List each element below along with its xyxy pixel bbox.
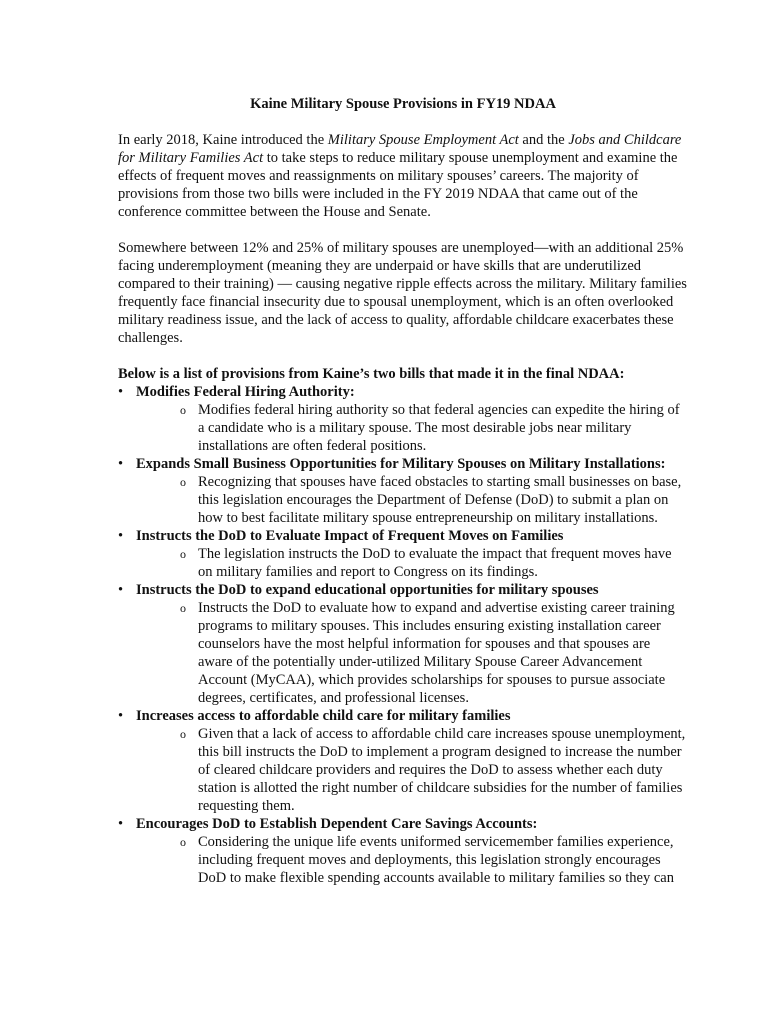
provision-item [118,527,688,581]
bill-name-2: Jobs and Childcare for Military Families Act [118,132,682,166]
provision-title: Instructs the DoD to Evaluate Impact of Frequent Moves on Families [136,528,564,544]
provision-detail [180,545,688,581]
unemployment-paragraph: Somewhere between 12% and 25% of military spouses are unemployed—with an additional 25% facing underemployment (meaning they are underpaid or have skills that are underutilized compared to their training) — causing negative ripple effects across the military. Military families frequently face financial insecurity due to spousal unemployment, which is an often overlooked military readiness issue, and the lack of access to quality, affordable childcare exacerbates these challenges. [118,240,687,346]
sub-bullet-marker: o [180,835,186,849]
provision-title: Instructs the DoD to expand educational opportunities for military spouses [136,582,599,598]
bullet-marker: • [118,456,124,472]
intro-text-2: and the [518,132,569,148]
provision-detail-list [136,401,688,455]
provision-item [118,815,688,887]
provision-title: Expands Small Business Opportunities for Military Spouses on Military Installations: [136,456,666,472]
bill-name-1: Military Spouse Employment Act [327,132,519,148]
provision-detail-text: Instructs the DoD to evaluate how to expand and advertise existing career training programs to military spouses. This includes ensuring existing installation career counselors have the most helpful information for spouses and that spouses are aware of the potentially under-utilized Military Spouse Career Advancement Account (MyCAA), which provides scholarships for spouses to pursue associate degrees, certificates, and professional licenses. [198,600,675,706]
provision-detail-list [136,473,688,527]
provision-detail-text: Given that a lack of access to affordable child care increases spouse unemployment, this bill instructs the DoD to implement a program designed to increase the number of cleared childcare providers and requires the DoD to assess whether each duty station is allotted the right number of childcare subsidies for the number of families requesting them. [198,726,686,814]
sub-bullet-marker: o [180,601,186,615]
sub-bullet-marker: o [180,547,186,561]
provision-detail [180,401,688,455]
provision-title: Increases access to affordable child care for military families [136,708,511,724]
bullet-marker: • [118,708,124,724]
sub-bullet-marker: o [180,475,186,489]
bullet-marker: • [118,528,124,544]
provision-detail-text: Recognizing that spouses have faced obstacles to starting small businesses on base, this legislation encourages the Department of Defense (DoD) to submit a plan on how to best facilitate military spouse entrepreneurship on military installations. [198,474,682,526]
provision-detail-list [136,725,688,815]
provision-detail-list [136,599,688,707]
provision-item [118,455,688,527]
provision-detail-list [136,545,688,581]
provision-item [118,707,688,815]
provision-detail [180,473,688,527]
provision-title: Encourages DoD to Establish Dependent Care Savings Accounts: [136,816,538,832]
intro-paragraph [118,131,688,221]
bullet-marker: • [118,816,124,832]
provision-detail-text: The legislation instructs the DoD to evaluate the impact that frequent moves have on military families and report to Congress on its findings. [198,546,672,580]
provision-detail-list [136,833,688,887]
document-title: Kaine Military Spouse Provisions in FY19 NDAA [250,96,556,112]
provision-detail [180,599,688,707]
sub-bullet-marker: o [180,727,186,741]
provision-detail-text: Modifies federal hiring authority so that federal agencies can expedite the hiring of a candidate who is a military spouse. The most desirable jobs near military installations are often federal positions. [198,402,680,454]
provision-detail [180,725,688,815]
provision-item [118,383,688,455]
provisions-heading: Below is a list of provisions from Kaine’s two bills that made it in the final NDAA: [118,366,625,382]
bullet-marker: • [118,582,124,598]
bullet-marker: • [118,384,124,400]
intro-text-1: In early 2018, Kaine introduced the [118,132,328,148]
provision-item [118,581,688,707]
provision-title: Modifies Federal Hiring Authority: [136,384,355,400]
sub-bullet-marker: o [180,403,186,417]
provisions-list [118,383,688,887]
provision-detail [180,833,688,887]
intro-text-3: to take steps to reduce military spouse unemployment and examine the effects of frequent moves and reassignments on military spouses’ careers. The majority of provisions from those two bills were included in the FY 2019 NDAA that came out of the conference committee between the House and Senate. [118,150,678,220]
provision-detail-text: Considering the unique life events uniformed servicemember families experience, including frequent moves and deployments, this legislation strongly encourages DoD to make flexible spending accounts available to military families so they can [198,834,674,886]
